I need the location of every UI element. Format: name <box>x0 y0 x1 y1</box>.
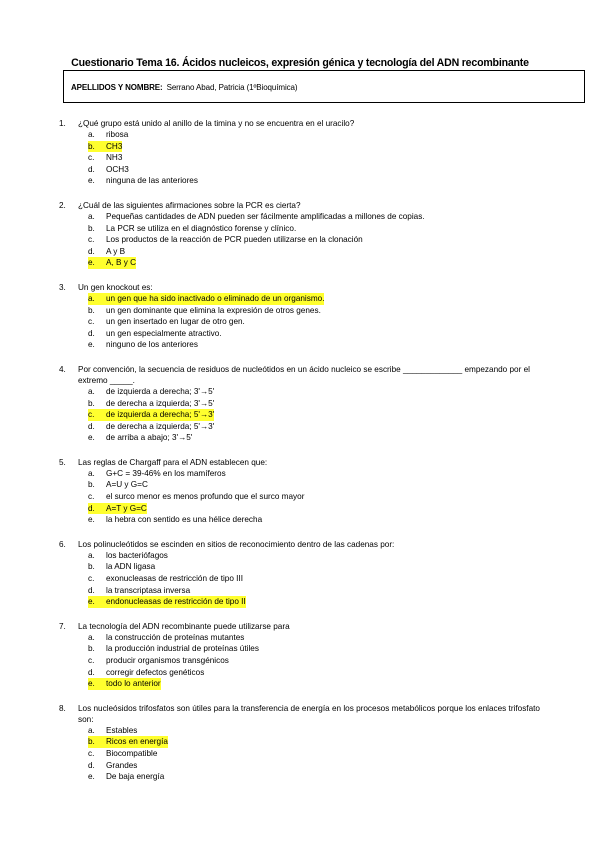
option-text: la transcriptasa inversa <box>106 585 191 595</box>
option-letter: c. <box>88 492 95 502</box>
answer-option <box>0 398 600 410</box>
question-statement: Un gen knockout es: <box>78 282 153 292</box>
answer-option <box>0 632 600 644</box>
answer-option-selected <box>0 141 600 153</box>
option-letter: a. <box>88 468 95 478</box>
question-statement: Los polinucleótidos se escinden en sitios de reconocimiento dentro de las cadenas por: <box>78 539 395 549</box>
answer-option <box>0 432 600 444</box>
option-letter: c. <box>88 409 106 421</box>
question-6 <box>0 539 600 608</box>
option-text: los bacteriófagos <box>106 550 168 560</box>
option-letter: b. <box>88 562 95 572</box>
question-text <box>0 703 600 725</box>
option-letter: d. <box>88 164 95 174</box>
question-4 <box>0 364 600 444</box>
answer-option-selected <box>0 736 600 748</box>
answer-option-selected <box>0 678 600 690</box>
option-text: la hebra con sentido es una hélice derecha <box>106 515 263 525</box>
option-letter: a. <box>88 211 95 221</box>
option-text: el surco menor es menos profundo que el surco mayor <box>106 492 305 502</box>
option-text: De baja energía <box>106 772 165 782</box>
option-letter: d. <box>88 503 107 515</box>
option-text: Pequeñas cantidades de ADN pueden ser fácilmente amplificadas a millones de copias. <box>106 211 425 221</box>
answer-option <box>0 585 600 597</box>
question-statement: ¿Cuál de las siguientes afirmaciones sobre la PCR es cierta? <box>78 200 301 210</box>
name-label: APELLIDOS Y NOMBRE: <box>71 83 163 92</box>
answer-option <box>0 339 600 351</box>
option-letter: e. <box>88 596 107 608</box>
answer-option <box>0 316 600 328</box>
option-text: Estables <box>106 725 138 735</box>
answer-option <box>0 328 600 340</box>
option-letter: a. <box>88 632 95 642</box>
answer-option <box>0 305 600 317</box>
option-text: la construcción de proteínas mutantes <box>106 632 245 642</box>
option-letter: e. <box>88 340 95 350</box>
option-letter: d. <box>88 760 95 770</box>
answer-option <box>0 550 600 562</box>
answer-option <box>0 223 600 235</box>
answer-option <box>0 211 600 223</box>
option-text: NH3 <box>106 153 123 163</box>
option-letter: d. <box>88 328 95 338</box>
option-letter: b. <box>88 141 107 153</box>
option-text: A, B y C <box>106 258 137 268</box>
option-letter: b. <box>88 644 95 654</box>
question-text <box>0 282 600 293</box>
student-name-box <box>63 70 585 103</box>
option-text: Los productos de la reacción de PCR pueden utilizarse en la clonación <box>106 235 363 245</box>
answer-option <box>0 771 600 783</box>
option-text: A=U y G=C <box>106 480 148 490</box>
answer-option <box>0 152 600 164</box>
option-text: todo lo anterior <box>106 679 161 689</box>
question-statement: La tecnología del ADN recombinante puede utilizarse para <box>78 621 290 631</box>
option-text: de arriba a abajo; 3'→5' <box>106 433 193 443</box>
answer-option <box>0 234 600 246</box>
option-letter: a. <box>88 386 95 396</box>
answer-option <box>0 479 600 491</box>
option-letter: d. <box>88 421 95 431</box>
option-text: La PCR se utiliza en el diagnóstico forense y clínico. <box>106 223 297 233</box>
answer-option <box>0 468 600 480</box>
question-text <box>0 539 600 550</box>
option-letter: a. <box>88 130 95 139</box>
question-number: 1. <box>59 119 66 128</box>
question-2 <box>0 200 600 269</box>
option-text: de derecha a izquierda; 3'→5' <box>106 398 215 408</box>
option-text: Ricos en energía <box>106 737 168 747</box>
option-text: de izquierda a derecha; 3'→5' <box>106 386 215 396</box>
option-text: de izquierda a derecha; 5'→3' <box>106 410 215 420</box>
answer-option <box>0 514 600 526</box>
answer-option-selected <box>0 409 600 421</box>
question-text <box>0 457 600 468</box>
question-number: 7. <box>59 621 66 631</box>
question-text <box>0 364 600 386</box>
option-text: un gen que ha sido inactivado o eliminado de un organismo. <box>106 293 325 303</box>
option-text: G+C = 39-46% en los mamíferos <box>106 468 226 478</box>
question-5 <box>0 457 600 526</box>
question-statement: Por convención, la secuencia de residuos de nucleótidos en un ácido nucleico se escribe _____________ empezando por el extremo _____. <box>78 364 530 385</box>
option-text: Biocompatible <box>106 748 158 758</box>
option-letter: d. <box>88 585 95 595</box>
option-text: OCH3 <box>106 164 129 174</box>
option-letter: c. <box>88 574 95 584</box>
answer-option <box>0 386 600 398</box>
answer-option <box>0 164 600 176</box>
option-letter: c. <box>88 317 95 327</box>
question-statement: Los nucleósidos trifosfatos son útiles para la transferencia de energía en los procesos metabólicos porque los enlaces trifosfato son: <box>78 703 540 724</box>
option-text: un gen insertado en lugar de otro gen. <box>106 317 245 327</box>
question-statement: ¿Qué grupo está unido al anillo de la timina y no se encuentra en el uracilo? <box>78 119 355 128</box>
option-text: producir organismos transgénicos <box>106 656 229 665</box>
answer-option <box>0 175 600 187</box>
answer-option <box>0 725 600 737</box>
option-letter: b. <box>88 223 95 233</box>
question-number: 8. <box>59 703 66 713</box>
answer-option <box>0 760 600 772</box>
answer-option <box>0 421 600 433</box>
question-8 <box>0 703 600 783</box>
option-text: CH3 <box>106 141 123 151</box>
option-text: Grandes <box>106 760 138 770</box>
option-letter: e. <box>88 515 95 525</box>
option-letter: c. <box>88 153 95 163</box>
question-number: 2. <box>59 200 66 210</box>
option-letter: b. <box>88 736 107 748</box>
option-text: de derecha a izquierda; 5'→3' <box>106 421 215 431</box>
name-value: Serrano Abad, Patricia (1ºBioquímica) <box>166 83 298 92</box>
answer-option <box>0 655 600 667</box>
question-number: 5. <box>59 457 66 467</box>
option-letter: b. <box>88 398 95 408</box>
option-letter: e. <box>88 257 107 269</box>
question-number: 3. <box>59 282 66 292</box>
answer-option <box>0 667 600 679</box>
answer-option <box>0 561 600 573</box>
option-text: ribosa <box>106 130 129 139</box>
option-text: la ADN ligasa <box>106 562 156 572</box>
option-letter: e. <box>88 678 107 690</box>
question-text <box>0 200 600 211</box>
option-text: ninguna de las anteriores <box>106 176 198 186</box>
question-statement: Las reglas de Chargaff para el ADN establecen que: <box>78 457 268 467</box>
option-letter: c. <box>88 748 95 758</box>
question-1 <box>0 118 600 187</box>
question-list <box>0 118 600 796</box>
answer-option <box>0 129 600 141</box>
option-text: A y B <box>106 246 126 256</box>
option-text: endonucleasas de restricción de tipo II <box>106 597 246 607</box>
option-letter: d. <box>88 246 95 256</box>
option-text: un gen dominante que elimina la expresión de otros genes. <box>106 305 321 315</box>
option-letter: e. <box>88 176 95 186</box>
option-letter: e. <box>88 433 95 443</box>
option-text: exonucleasas de restricción de tipo III <box>106 574 243 584</box>
answer-option <box>0 748 600 760</box>
answer-option <box>0 643 600 655</box>
question-number: 4. <box>59 364 66 374</box>
option-letter: c. <box>88 235 95 245</box>
question-text <box>0 621 600 632</box>
option-letter: b. <box>88 480 95 490</box>
option-text: la producción industrial de proteínas útiles <box>106 644 259 654</box>
answer-option-selected <box>0 596 600 608</box>
answer-option-selected <box>0 257 600 269</box>
option-text: corregir defectos genéticos <box>106 667 205 677</box>
option-letter: a. <box>88 550 95 560</box>
student-name-line <box>71 83 297 92</box>
answer-option-selected <box>0 293 600 305</box>
option-letter: c. <box>88 656 95 665</box>
option-letter: b. <box>88 305 95 315</box>
option-text: un gen especialmente atractivo. <box>106 328 222 338</box>
option-letter: e. <box>88 772 95 782</box>
page-title: Cuestionario Tema 16. Ácidos nucleicos, expresión génica y tecnología del ADN recombinante <box>71 57 529 69</box>
option-letter: d. <box>88 667 95 677</box>
answer-option <box>0 246 600 258</box>
answer-option-selected <box>0 503 600 515</box>
option-letter: a. <box>88 725 95 735</box>
question-3 <box>0 282 600 351</box>
answer-option <box>0 491 600 503</box>
question-text <box>0 118 600 129</box>
option-text: ninguno de los anteriores <box>106 340 198 350</box>
option-text: A=T y G=C <box>106 503 147 513</box>
question-number: 6. <box>59 539 66 549</box>
answer-option <box>0 573 600 585</box>
question-7 <box>0 621 600 690</box>
option-letter: a. <box>88 293 107 305</box>
